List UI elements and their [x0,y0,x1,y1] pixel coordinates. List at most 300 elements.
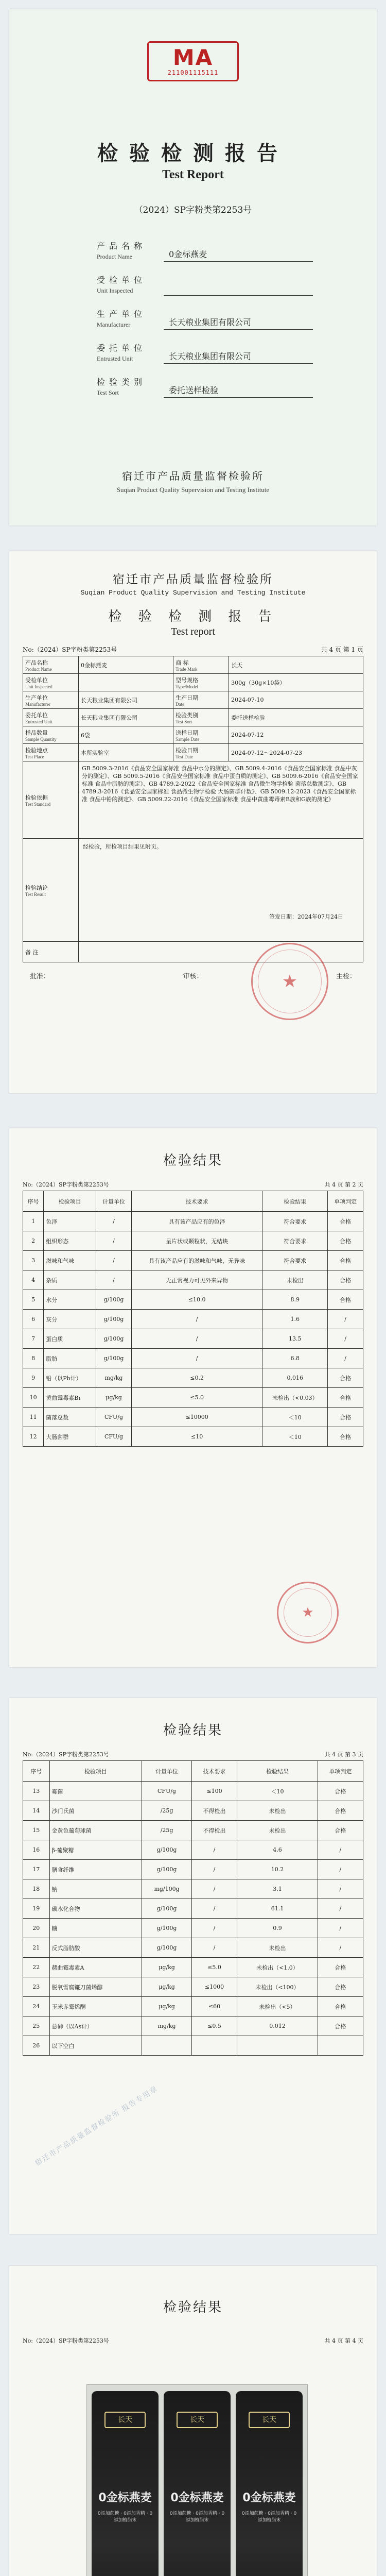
table-cell: β-葡聚糖 [49,1840,142,1860]
table-cell: 未检出（<1.0） [237,1958,318,1977]
table-cell: ＜10 [237,1782,318,1801]
table-cell: 滋味和气味 [44,1251,96,1270]
cover-report-number: （2024）SP字粉类第2253号 [134,205,252,215]
form-row [23,744,363,761]
tester-label: 主检： [336,973,356,980]
table-cell: 总砷（以As计） [49,2016,142,2036]
table-row [23,1821,363,1840]
row-value: 长天 [229,656,363,674]
table-cell: / [131,1349,262,1368]
table-cell: 2 [23,1231,44,1251]
row-value: 0金标燕麦 [79,656,173,674]
conclusion-label: 检验结论 [25,884,48,891]
table-cell: 0.9 [237,1919,318,1938]
field-value [164,282,313,296]
results-table-2 [23,1760,363,2056]
table-cell: 合格 [328,1231,363,1251]
table-row [23,1349,363,1368]
table-cell: μg/kg [142,1958,192,1977]
table-cell: 铅（以Pb计） [44,1368,96,1388]
table-cell: 3 [23,1251,44,1270]
table-row [23,1899,363,1919]
table-cell: 合格 [328,1290,363,1310]
field-label: 受检单位 [97,275,147,285]
table-cell: / [318,1879,363,1899]
table-cell: g/100g [96,1349,132,1368]
table-row [23,1251,363,1270]
ma-certification-logo [147,41,239,81]
form-row [23,674,363,691]
bag-features: 0添加蔗糖 · 0添加香精 · 0添加植脂末 [169,2511,225,2523]
row-label-en: Sample Date [176,736,200,742]
table-cell: / [191,1919,237,1938]
table-cell: 8.9 [262,1290,328,1310]
table-cell: 12 [23,1427,44,1447]
table-cell: / [318,1899,363,1919]
conclusion-row [23,839,363,942]
table-cell: ≤0.2 [131,1368,262,1388]
table-row [23,2016,363,2036]
table-cell: 3.1 [237,1879,318,1899]
table-cell: 25 [23,2016,50,2036]
row-label-en: Manufacturer [25,701,50,707]
table-cell: 大肠菌群 [44,1427,96,1447]
table-cell: 9 [23,1368,44,1388]
table-cell: g/100g [142,1840,192,1860]
standard-label-en: Test Standard [25,801,51,807]
table-row [23,1231,363,1251]
table-cell: 0.016 [262,1368,328,1388]
remark-label: 备 注 [23,942,79,962]
table-cell: 碳水化合物 [49,1899,142,1919]
row-label: 型号规格 [176,676,199,684]
table-cell: 符合要求 [262,1231,328,1251]
table-cell: g/100g [96,1329,132,1349]
form-row [23,691,363,709]
table-cell: 未检出（<0.03） [262,1388,328,1408]
row-label: 样品数量 [25,729,48,736]
table-cell: 合格 [328,1427,363,1447]
page-indicator: 共 4 页 第 3 页 [324,1751,363,1758]
row-label: 生产单位 [25,694,48,701]
table-row [23,1270,363,1290]
field-value: 委托送样检验 [164,384,313,398]
bag-brand: 长天 [177,2412,218,2428]
table-row [23,1427,363,1447]
table-cell: 呈片状或颗粒状，无结块 [131,1231,262,1251]
table-cell: 不得检出 [191,1801,237,1821]
field-value: 长天粮业集团有限公司 [164,316,313,330]
table-cell: 23 [23,1977,50,1997]
results-page-1 [9,1128,377,1667]
table-cell: mg/100g [142,1879,192,1899]
row-label-en: Test Sort [176,719,192,724]
table-row [23,1801,363,1821]
table-cell: 膳食纤维 [49,1860,142,1879]
table-cell: /25g [142,1821,192,1840]
table-row [23,1388,363,1408]
table-cell: 1 [23,1212,44,1231]
product-bag [164,2391,231,2576]
table-cell: 未检出（<5） [237,1997,318,2016]
table-row [23,1212,363,1231]
table-cell: μg/kg [96,1388,132,1408]
table-cell: 合格 [318,1801,363,1821]
table-cell [237,2036,318,2056]
row-value: 2024-07-10 [229,691,363,709]
table-cell: ≤5.0 [131,1388,262,1408]
table-cell: g/100g [96,1290,132,1310]
table-cell: 具有该产品应有的色泽 [131,1212,262,1231]
row-label-en: Sample Quantity [25,736,57,742]
table-cell: 合格 [328,1251,363,1270]
table-row [23,1977,363,1997]
results-title: 检验结果 [163,1153,223,1168]
approver-label: 批准： [30,973,50,980]
conclusion-cell [79,839,363,942]
photo-meta [9,2336,377,2345]
cover-page [9,9,377,526]
column-header: 检验项目 [44,1191,96,1212]
conclusion-text: 经检验，所检项目结果见附页。 [83,843,162,850]
table-cell: 61.1 [237,1899,318,1919]
table-cell: / [96,1231,132,1251]
results-table-1 [23,1191,363,1447]
table-cell: g/100g [142,1899,192,1919]
table-cell: / [328,1310,363,1329]
field-label: 生产单位 [97,309,147,319]
standard-label: 检验依据 [25,794,48,801]
table-cell: / [328,1329,363,1349]
table-cell: ≤100 [191,1782,237,1801]
table-cell: 脱氧雪腐镰刀菌烯醇 [49,1977,142,1997]
product-bag [92,2391,159,2576]
conclusion-date: 签发日期：2024年07月24日 [269,913,343,920]
table-cell: ≤10.0 [131,1290,262,1310]
table-cell: ＜10 [262,1408,328,1427]
column-header: 单项判定 [318,1761,363,1782]
table-cell: 不得检出 [191,1821,237,1840]
row-value: 6袋 [79,726,173,744]
table-cell: ≤0.5 [191,2016,237,2036]
table-cell: 6 [23,1310,44,1329]
field-label: 产品名称 [97,241,147,251]
table-cell: 符合要求 [262,1251,328,1270]
table-cell: 黄曲霉毒素B₁ [44,1388,96,1408]
bag-title: 0金标燕麦 [98,2492,152,2504]
table-cell: 合格 [318,1821,363,1840]
table-cell: / [131,1310,262,1329]
row-label: 检验日期 [176,747,199,754]
form-row [23,656,363,674]
table-cell [191,2036,237,2056]
row-value: 长天粮业集团有限公司 [79,709,173,726]
report-number: No:（2024）SP字粉类第2253号 [23,2337,109,2344]
table-cell: 1.6 [262,1310,328,1329]
table-cell: 4.6 [237,1840,318,1860]
watermark-text: 宿迁市产品质量监督检验所 报告专用章 [33,2084,160,2168]
row-label-en: Test Place [25,754,44,759]
table-cell: 具有该产品应有的滋味和气味，无异味 [131,1251,262,1270]
row-label-en: Unit Inspected [25,684,52,689]
table-cell: 脂肪 [44,1349,96,1368]
cover-organization: 宿迁市产品质量监督检验所 [122,470,264,482]
table-cell: g/100g [96,1310,132,1329]
table-cell: 金黄色葡萄球菌 [49,1821,142,1840]
table-cell: ≤10000 [131,1408,262,1427]
form-organization: 宿迁市产品质量监督检验所 [113,573,273,586]
table-cell: CFU/g [96,1408,132,1427]
table-cell: 7 [23,1329,44,1349]
standard-text: GB 5009.3-2016《食品安全国家标准 食品中水分的测定》、GB 5009.4-2016《食品安全国家标准 食品中灰分的测定》、GB 5009.5-2016《食品安全国家标准 食品中蛋白质的测定》、GB 5009.6-2016《食品安全国家标准 食品中脂肪的测定》、GB 4789.2-2022《食品安全国家标准 食品微生物学检验 菌落总数测定》、GB 4789.3-2016《食品安全国家标准 食品微生物学检验 大肠菌群计数》、GB 5009.12-2023《食品安全国家标准 食品中铅的测定》、GB 5009.22-2016《食品安全国家标准 食品中黄曲霉毒素B族和G族的测定》 [79,761,363,839]
table-cell: 无正常视力可见外来异物 [131,1270,262,1290]
report-form-table [23,656,363,962]
results-title: 检验结果 [163,1723,223,1738]
column-header: 序号 [23,1191,44,1212]
row-label: 委托单位 [25,711,48,719]
table-cell: 合格 [328,1408,363,1427]
table-cell [318,2036,363,2056]
table-cell: 22 [23,1958,50,1977]
table-cell: 20 [23,1919,50,1938]
row-value: 本所实验室 [79,744,173,761]
table-cell: 反式脂肪酸 [49,1938,142,1958]
table-cell: / [318,1840,363,1860]
table-cell: CFU/g [96,1427,132,1447]
table-cell: / [96,1212,132,1231]
table-cell: mg/kg [96,1368,132,1388]
table-cell: ≤60 [191,1997,237,2016]
page-indicator: 共 4 页 第 2 页 [324,1181,363,1188]
cover-field-product [97,231,313,265]
table-cell: 15 [23,1821,50,1840]
row-label-en: Entrusted Unit [25,719,52,724]
row-value [79,674,173,691]
row-label: 商 标 [176,659,189,666]
table-cell: 合格 [328,1270,363,1290]
table-cell: 11 [23,1408,44,1427]
table-row [23,1290,363,1310]
field-label-en: Product Name [97,253,132,260]
table-cell: 14 [23,1801,50,1821]
table-cell: / [318,1860,363,1879]
form-title-en: Test report [171,626,215,637]
table-row [23,1938,363,1958]
table-row [23,1840,363,1860]
table-cell: / [191,1840,237,1860]
row-label-en: Trade Mark [176,666,198,672]
bag-features: 0添加蔗糖 · 0添加香精 · 0添加植脂末 [97,2511,153,2523]
table-cell: μg/kg [142,1977,192,1997]
cover-title: 检验检测报告 [97,141,289,165]
row-value: 2024-07-12～2024-07-23 [229,744,363,761]
field-label: 检验类别 [97,377,147,387]
inspection-seal: ★ [251,943,328,1020]
column-header: 序号 [23,1761,50,1782]
table-cell: 糖 [49,1919,142,1938]
table-cell: 10.2 [237,1860,318,1879]
table-cell: 未检出 [237,1801,318,1821]
table-cell: CFU/g [142,1782,192,1801]
table-cell: 18 [23,1879,50,1899]
sample-photo [86,2384,308,2576]
form-row [23,709,363,726]
row-label: 受检单位 [25,676,48,684]
reviewer-label: 审核： [183,973,203,980]
table-cell: 6.8 [262,1349,328,1368]
page-indicator: 共 4 页 第 4 页 [324,2337,363,2344]
table-cell: 霉菌 [49,1782,142,1801]
row-label: 送样日期 [176,729,199,736]
table-cell: / [191,1938,237,1958]
table-cell: / [191,1879,237,1899]
table-cell: 21 [23,1938,50,1958]
table-cell: / [96,1270,132,1290]
table-row [23,1329,363,1349]
row-label-en: Date [176,701,185,707]
table-cell: 蛋白质 [44,1329,96,1349]
row-value: 委托送样检验 [229,709,363,726]
table-cell: 未检出（<100） [237,1977,318,1997]
product-bag [236,2391,303,2576]
bag-title: 0金标燕麦 [170,2492,224,2504]
table-cell: ≤1000 [191,1977,237,1997]
ma-logo-text: MA [172,45,214,70]
table-cell: / [131,1329,262,1349]
table-cell: mg/kg [142,2016,192,2036]
table-cell: /25g [142,1801,192,1821]
table-cell: 5 [23,1290,44,1310]
table-cell: 赭曲霉毒素A [49,1958,142,1977]
table-cell: 未检出 [262,1270,328,1290]
table-row [23,1997,363,2016]
table-cell: 0.012 [237,2016,318,2036]
table-cell: 19 [23,1899,50,1919]
column-header: 检验项目 [49,1761,142,1782]
table-cell: 24 [23,1997,50,2016]
table-row [23,1860,363,1879]
results-meta [9,1180,377,1189]
table-cell: 未检出 [237,1821,318,1840]
table-cell: 沙门氏菌 [49,1801,142,1821]
column-header: 技术要求 [191,1761,237,1782]
table-row [23,2036,363,2056]
table-cell: 杂质 [44,1270,96,1290]
bag-title: 0金标燕麦 [242,2492,296,2504]
table-row [23,1958,363,1977]
table-cell: 10 [23,1388,44,1408]
field-label-en: Unit Inspected [97,287,133,294]
form-title: 检 验 检 测 报 告 [108,609,278,624]
field-label-en: Manufacturer [97,321,131,328]
table-row [23,1408,363,1427]
page-indicator: 共 4 页 第 1 页 [321,646,363,653]
table-cell: 灰分 [44,1310,96,1329]
row-label-en: Type/Model [176,684,198,689]
cover-field-entrusted [97,333,313,367]
report-number: No:（2024）SP字粉类第2253号 [23,646,117,653]
table-cell: 以下空白 [49,2036,142,2056]
table-cell: 合格 [328,1212,363,1231]
row-label: 生产日期 [176,694,199,701]
table-cell: 玉米赤霉烯酮 [49,1997,142,2016]
bag-features: 0添加蔗糖 · 0添加香精 · 0添加植脂末 [241,2511,297,2523]
cover-fields [97,231,313,401]
table-cell: 合格 [318,1997,363,2016]
bag-brand: 长天 [249,2412,290,2428]
results-page-2 [9,1698,377,2234]
standard-row [23,761,363,839]
table-cell: / [191,1899,237,1919]
row-label: 产品名称 [25,659,48,666]
table-cell: 未检出 [237,1938,318,1958]
table-cell: / [191,1860,237,1879]
table-cell: 13 [23,1782,50,1801]
row-label: 检验地点 [25,747,48,754]
form-row [23,726,363,744]
column-header: 技术要求 [131,1191,262,1212]
row-value: 长天粮业集团有限公司 [79,691,173,709]
table-cell: 合格 [328,1368,363,1388]
table-cell: 符合要求 [262,1212,328,1231]
table-row [23,1368,363,1388]
table-cell: 钠 [49,1879,142,1899]
table-row [23,1879,363,1899]
row-value: 2024-07-12 [229,726,363,744]
field-value: 长天粮业集团有限公司 [164,350,313,364]
row-label-en: Product Name [25,666,52,672]
photo-page-title: 检验结果 [163,2300,223,2315]
field-label-en: Entrusted Unit [97,355,133,362]
cover-field-manufacturer [97,299,313,333]
table-cell: / [328,1349,363,1368]
column-header: 单项判定 [328,1191,363,1212]
cover-field-sort [97,367,313,401]
table-cell: g/100g [142,1919,192,1938]
table-cell: 8 [23,1349,44,1368]
results-meta [9,1750,377,1758]
conclusion-label-en: Test Result [25,891,46,897]
row-label-en: Test Date [176,754,194,759]
table-cell: g/100g [142,1860,192,1879]
table-cell: g/100g [142,1938,192,1958]
table-cell: μg/kg [142,1997,192,2016]
table-cell: / [96,1251,132,1270]
table-cell: / [318,1938,363,1958]
ma-logo-number: 211001115111 [167,69,219,76]
table-cell: ≤10 [131,1427,262,1447]
table-cell: 合格 [328,1388,363,1408]
table-row [23,1310,363,1329]
table-cell: 合格 [318,1958,363,1977]
table-cell [142,2036,192,2056]
column-header: 检验结果 [237,1761,318,1782]
table-cell: 13.5 [262,1329,328,1349]
column-header: 计量单位 [96,1191,132,1212]
table-cell: 合格 [318,2016,363,2036]
table-cell: 水分 [44,1290,96,1310]
table-cell: 26 [23,2036,50,2056]
cover-field-unit [97,265,313,299]
table-row [23,1919,363,1938]
field-value: 0金标燕麦 [164,248,313,262]
report-form-page [9,551,377,1093]
cover-organization-en: Suqian Product Quality Supervision and Testing Institute [116,486,270,494]
report-number: No:（2024）SP字粉类第2253号 [23,1181,109,1188]
table-cell: 合格 [318,1782,363,1801]
table-cell: 4 [23,1270,44,1290]
bag-brand: 长天 [104,2412,146,2428]
